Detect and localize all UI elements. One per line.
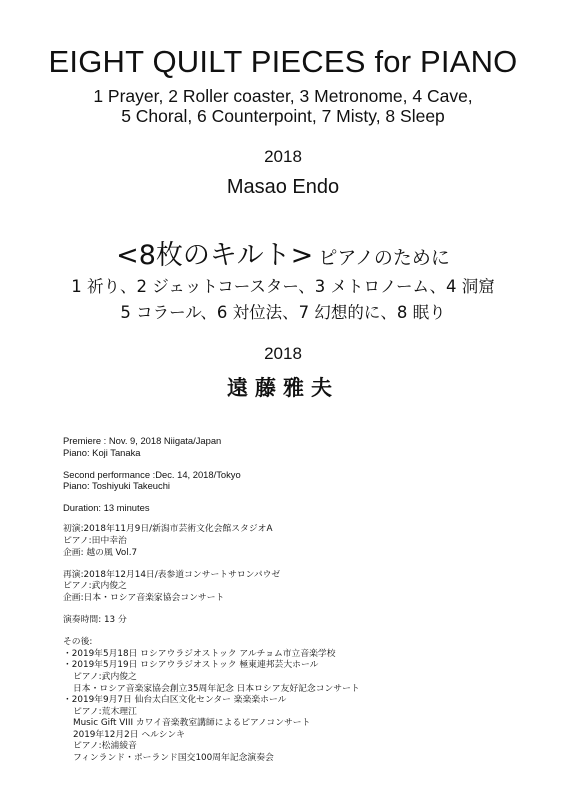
title-japanese — [0, 233, 566, 272]
premiere-piano-line: Piano: Koji Tanaka — [63, 446, 141, 458]
year-english: 2018 — [264, 147, 302, 166]
jp-duration-line: 演奏時間: 13 分 — [63, 615, 127, 626]
after-line: 日本・ロシア音楽家協会創立35周年記念 日本ロシア友好記念コンサート — [73, 683, 360, 694]
year-japanese: 2018 — [264, 344, 302, 363]
composer-english: Masao Endo — [226, 176, 340, 198]
jp-second-plan-line: 企画:日本・ロシア音楽家協会コンサート — [63, 592, 225, 603]
movements-english-line-2: 5 Choral, 6 Counterpoint, 7 Misty, 8 Sleep — [121, 106, 445, 126]
second-performance-line: Second performance :Dec. 14, 2018/Tokyo — [63, 468, 241, 480]
after-line: ピアノ:荒木理江 — [73, 706, 137, 717]
movements-japanese-line-1: 1 祈り、2 ジェットコースター、3 メトロノーム、4 洞窟 — [71, 277, 495, 296]
jp-premiere-plan-line: 企画: 越の風 Vol.7 — [63, 547, 138, 558]
after-line: Music Gift VIII カワイ音楽教室講師によるピアノコンサート — [73, 718, 311, 729]
jp-second-piano-line: ピアノ:武内俊之 — [63, 581, 127, 592]
after-line: フィンランド・ポーランド国交100周年記念演奏会 — [73, 753, 274, 764]
title-japanese-sub: ピアノのために — [318, 247, 450, 269]
performance-details — [63, 435, 533, 765]
movements-japanese-line-2: 5 コラール、6 対位法、7 幻想的に、8 眠り — [120, 303, 446, 322]
jp-second-line: 再演:2018年12月14日/表参道コンサートサロンパウゼ — [63, 569, 281, 580]
composer-japanese: 遠藤雅夫 — [227, 376, 339, 400]
movements-english-line-1: 1 Prayer, 2 Roller coaster, 3 Metronome, 4 Cave, — [93, 86, 473, 106]
after-line: ・2019年5月18日 ロシアウラジオストック アルチョム市立音楽学校 — [63, 648, 336, 659]
after-line: 2019年12月2日 ヘルシンキ — [73, 729, 185, 740]
title-english: EIGHT QUILT PIECES for PIANO — [48, 44, 518, 79]
jp-premiere-piano-line: ピアノ:田中幸治 — [63, 536, 127, 547]
after-line: ・2019年5月19日 ロシアウラジオストック 極東連邦芸大ホール — [63, 660, 319, 671]
title-japanese-main: <8枚のキルト> — [116, 240, 314, 271]
duration-line: Duration: 13 minutes — [63, 502, 150, 514]
after-line: ピアノ:武内俊之 — [73, 671, 137, 682]
after-line: ピアノ:松浦綾音 — [73, 741, 137, 752]
premiere-line: Premiere : Nov. 9, 2018 Niigata/Japan — [63, 435, 222, 446]
second-piano-line: Piano: Toshiyuki Takeuchi — [63, 480, 171, 492]
after-line: ・2019年9月7日 仙台太白区文化センター 楽楽楽ホール — [63, 695, 287, 706]
after-heading: その後: — [63, 637, 93, 648]
jp-premiere-line: 初演:2018年11月9日/新潟市芸術文化会館スタジオA — [63, 524, 273, 535]
